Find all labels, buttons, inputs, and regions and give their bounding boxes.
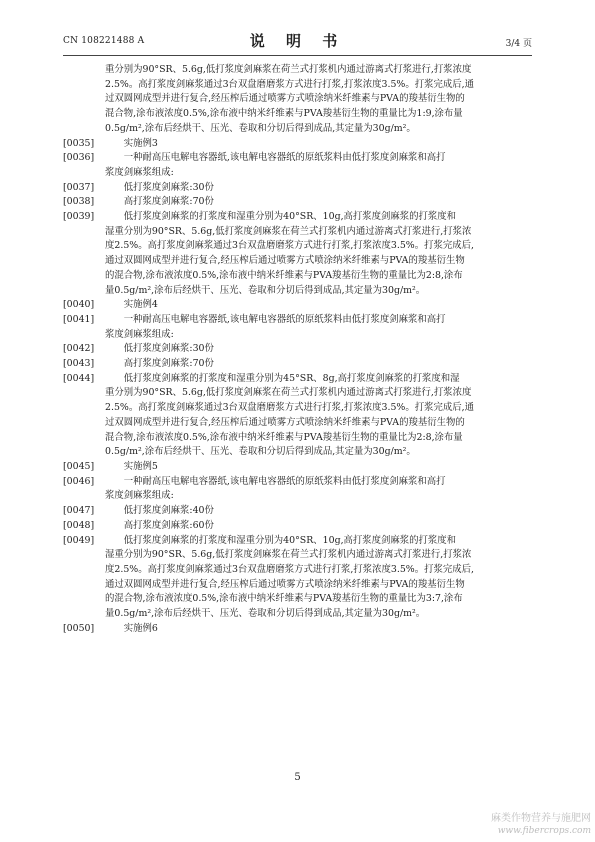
text-line: 低打浆度剑麻浆:30份 (123, 181, 214, 193)
paragraph-tag-empty (63, 63, 105, 137)
paragraph-number: [0042] (63, 343, 95, 355)
paragraph (63, 504, 535, 519)
text-line: 0.5g/m²,涂布后经烘干、压光、卷取和分切后得到成品,其定量为30g/m²。 (105, 446, 416, 458)
paragraph-number: [0048] (63, 519, 95, 531)
paragraph-text (105, 534, 535, 622)
text-line: 浆度剑麻浆组成: (105, 328, 174, 340)
text-line: 2.5%。高打浆度剑麻浆通过3台双盘磨磨浆方式进行打浆,打浆浓度3.5%。打浆完成后,通 (105, 402, 474, 414)
paragraph-number: [0039] (63, 211, 95, 223)
paragraph-text (105, 195, 535, 210)
text-line: 高打浆度剑麻浆:60份 (123, 519, 214, 531)
text-line: 度2.5%。高打浆度剑麻浆通过3台双盘磨磨浆方式进行打浆,打浆浓度3.5%。打浆完成后, (105, 563, 474, 575)
page-indicator: 3/4 页 (505, 39, 532, 49)
paragraph (63, 475, 535, 504)
paragraph (63, 519, 535, 534)
paragraph-number: [0037] (63, 181, 95, 193)
text-line: 实施例6 (123, 622, 158, 634)
text-line: 量0.5g/m²,涂布后经烘干、压光、卷取和分切后得到成品,其定量为30g/m²。 (105, 284, 426, 296)
paragraph-number: [0049] (63, 534, 95, 546)
paragraph-text (105, 519, 535, 534)
paragraph (63, 151, 535, 180)
text-line: 重分别为90°SR、5.6g,低打浆度剑麻浆在荷兰式打浆机内通过游离式打浆进行,打浆浓度 (105, 64, 472, 75)
text-line: 一种耐高压电解电容器纸,该电解电容器纸的原纸浆料由低打浆度剑麻浆和高打 (123, 313, 446, 325)
paragraph-number: [0050] (63, 622, 95, 634)
continuation-text (105, 63, 535, 137)
text-line: 低打浆度剑麻浆的打浆度和湿重分别为40°SR、10g,高打浆度剑麻浆的打浆度和 (123, 211, 457, 223)
paragraph (63, 460, 535, 475)
page-header (63, 30, 532, 52)
text-line: 一种耐高压电解电容器纸,该电解电容器纸的原纸浆料由低打浆度剑麻浆和高打 (123, 152, 446, 164)
paragraph-text (105, 313, 535, 342)
text-line: 通过双圆网成型并进行复合,经压榨后通过喷雾方式喷涂纳米纤维素与PVA的羧基衍生物 (105, 578, 465, 590)
patent-number: CN 108221488 A (63, 36, 145, 46)
paragraph (63, 313, 535, 342)
text-line: 的混合物,涂布液浓度0.5%,涂布液中纳米纤维素与PVA羧基衍生物的重量比为2:8,涂布 (105, 269, 463, 281)
paragraph-text (105, 210, 535, 298)
text-line: 实施例4 (123, 299, 158, 311)
paragraph-number: [0045] (63, 460, 95, 472)
paragraph-number: [0040] (63, 299, 95, 311)
paragraph (63, 534, 535, 622)
paragraph-number: [0041] (63, 313, 95, 325)
text-line: 过双圆网成型并进行复合,经压榨后通过喷雾方式喷涂纳米纤维素与PVA的羧基衍生物的 (105, 93, 465, 105)
paragraph-number: [0047] (63, 505, 95, 517)
text-line: 实施例5 (123, 460, 158, 472)
paragraph (63, 298, 535, 313)
text-line: 过双圆网成型并进行复合,经压榨后通过喷雾方式喷涂纳米纤维素与PVA的羧基衍生物的 (105, 416, 465, 428)
page-number: 5 (294, 772, 301, 783)
text-line: 高打浆度剑麻浆:70份 (123, 196, 214, 208)
paragraph (63, 622, 535, 637)
text-line: 湿重分别为90°SR、5.6g,低打浆度剑麻浆在荷兰式打浆机内通过游离式打浆进行,打浆浓 (105, 549, 472, 561)
text-line: 低打浆度剑麻浆:30份 (123, 343, 214, 355)
text-line: 混合物,涂布液浓度0.5%,涂布液中纳米纤维素与PVA羧基衍生物的重量比为2:8,涂布量 (105, 431, 463, 443)
header-divider (63, 55, 532, 56)
paragraph-number: [0046] (63, 475, 95, 487)
paragraph-number: [0043] (63, 358, 95, 370)
paragraph-text (105, 357, 535, 372)
text-line: 度2.5%。高打浆度剑麻浆通过3台双盘磨磨浆方式进行打浆,打浆浓度3.5%。打浆完成后, (105, 240, 474, 252)
text-line: 0.5g/m²,涂布后经烘干、压光、卷取和分切后得到成品,其定量为30g/m²。 (105, 122, 416, 134)
text-line: 混合物,涂布液浓度0.5%,涂布液中纳米纤维素与PVA羧基衍生物的重量比为1:9,涂布量 (105, 108, 463, 120)
paragraph-text (105, 504, 535, 519)
paragraph (63, 372, 535, 460)
text-line: 高打浆度剑麻浆:70份 (123, 358, 214, 370)
paragraph-text (105, 137, 535, 152)
paragraph-text (105, 298, 535, 313)
paragraph-number: [0035] (63, 137, 95, 149)
paragraph-text (105, 372, 535, 460)
text-line: 的混合物,涂布液浓度0.5%,涂布液中纳米纤维素与PVA羧基衍生物的重量比为3:7,涂布 (105, 593, 463, 605)
text-line: 低打浆度剑麻浆的打浆度和湿重分别为40°SR、10g,高打浆度剑麻浆的打浆度和 (123, 534, 457, 546)
paragraph-text (105, 460, 535, 475)
paragraph-number: [0036] (63, 152, 95, 164)
document-title: 说 明 书 (249, 32, 346, 50)
paragraph (63, 210, 535, 298)
text-line: 实施例3 (123, 137, 158, 149)
paragraph (63, 195, 535, 210)
text-line: 湿重分别为90°SR、5.6g,低打浆度剑麻浆在荷兰式打浆机内通过游离式打浆进行,打浆浓 (105, 225, 472, 237)
paragraph-text (105, 622, 535, 637)
paragraph (63, 137, 535, 152)
text-line: 量0.5g/m²,涂布后经烘干、压光、卷取和分切后得到成品,其定量为30g/m²。 (105, 608, 426, 620)
paragraph-number: [0044] (63, 372, 95, 384)
document-body (63, 63, 535, 636)
paragraph (63, 342, 535, 357)
text-line: 低打浆度剑麻浆:40份 (123, 505, 214, 517)
watermark-text: 麻类作物营养与施肥网 (491, 813, 591, 824)
paragraph (63, 181, 535, 196)
text-line: 通过双圆网成型并进行复合,经压榨后通过喷雾方式喷涂纳米纤维素与PVA的羧基衍生物 (105, 255, 465, 267)
text-line: 2.5%。高打浆度剑麻浆通过3台双盘磨磨浆方式进行打浆,打浆浓度3.5%。打浆完成后,通 (105, 78, 474, 90)
paragraph-text (105, 181, 535, 196)
text-line: 低打浆度剑麻浆的打浆度和湿重分别为45°SR、8g,高打浆度剑麻浆的打浆度和湿 (123, 372, 460, 384)
text-line: 一种耐高压电解电容器纸,该电解电容器纸的原纸浆料由低打浆度剑麻浆和高打 (123, 475, 446, 487)
paragraph-text (105, 342, 535, 357)
paragraph-list (63, 137, 535, 637)
text-line: 浆度剑麻浆组成: (105, 166, 174, 178)
watermark-url: www.fibercrops.com (497, 826, 591, 836)
paragraph-text (105, 151, 535, 180)
text-line: 重分别为90°SR、5.6g,低打浆度剑麻浆在荷兰式打浆机内通过游离式打浆进行,打浆浓度 (105, 387, 472, 399)
continuation-paragraph (63, 63, 535, 137)
paragraph (63, 357, 535, 372)
watermark (431, 812, 591, 838)
paragraph-text (105, 475, 535, 504)
paragraph-number: [0038] (63, 196, 95, 208)
text-line: 浆度剑麻浆组成: (105, 490, 174, 502)
